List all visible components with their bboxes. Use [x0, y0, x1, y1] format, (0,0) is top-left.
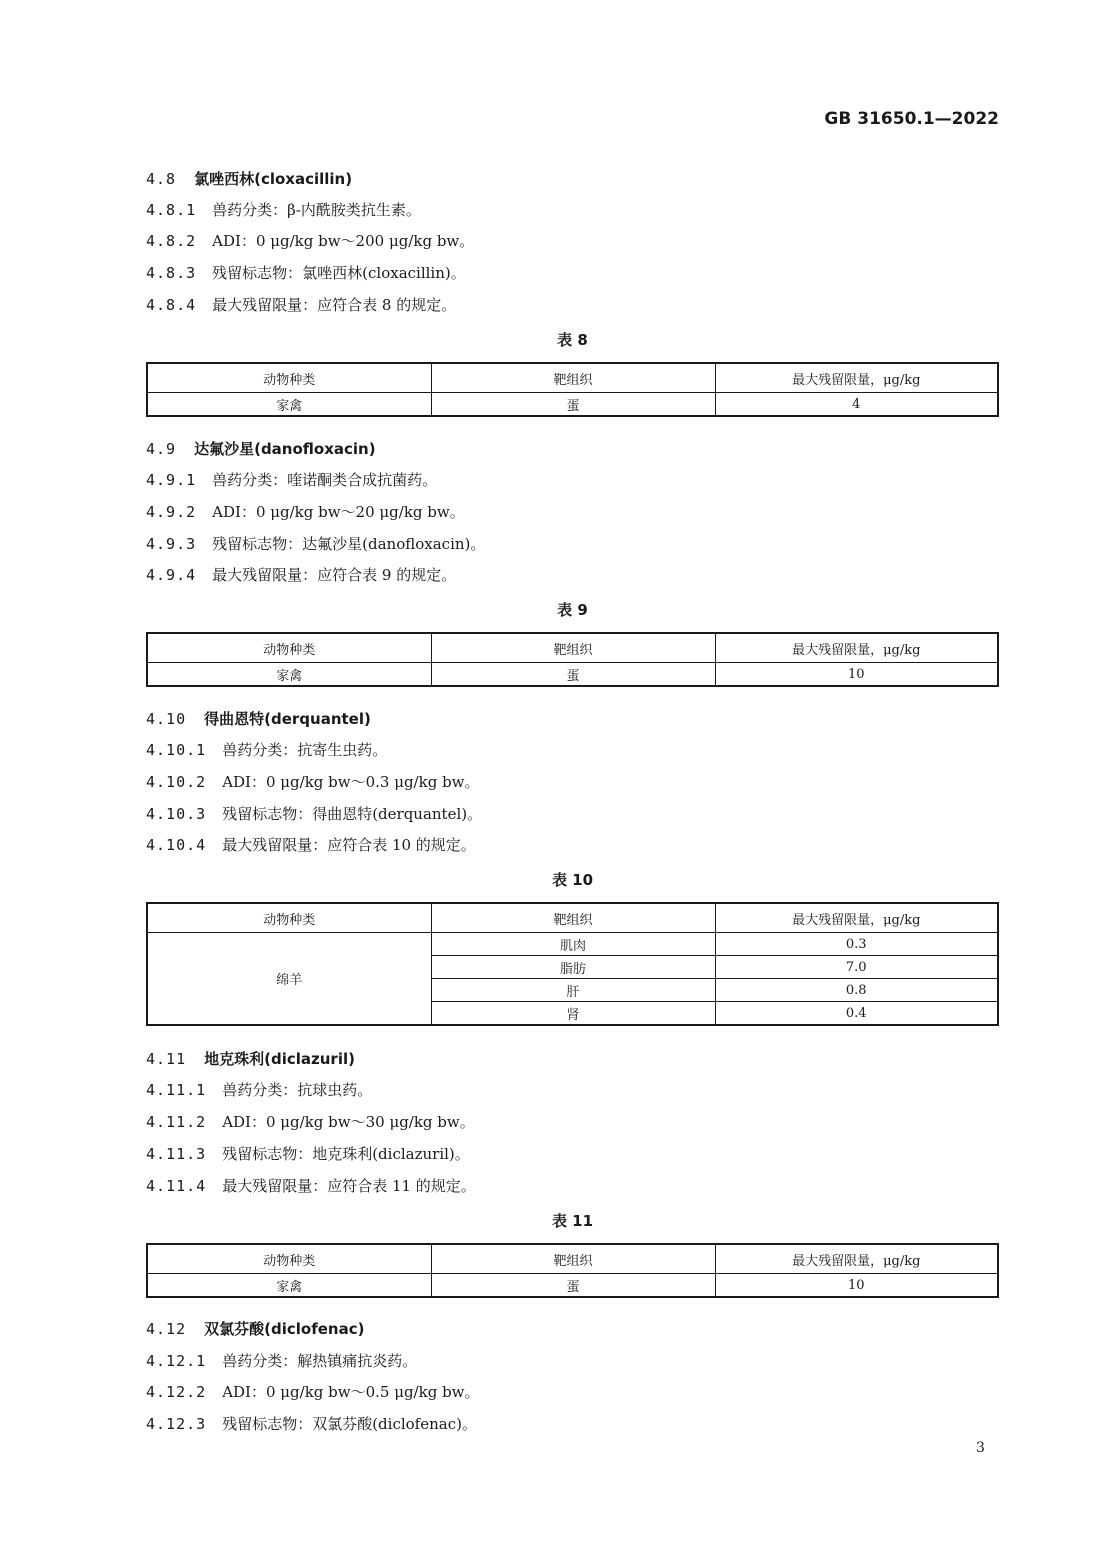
header-cell: 最大残留限量，μg/kg: [715, 903, 998, 933]
animal-cell: 绵羊: [147, 933, 431, 1026]
tissue-cell: 蛋: [431, 663, 715, 687]
section-title: 得曲恩特(derquantel): [204, 710, 371, 728]
clause-text: 残留标志物：地克珠利(diclazuril)。: [222, 1145, 470, 1163]
clause-text: ADI：0 μg/kg bw～200 μg/kg bw。: [212, 232, 475, 250]
clause-number: 4.11.2: [146, 1113, 207, 1131]
clause-number: 4.10.1: [146, 741, 207, 759]
table-header-row: [147, 633, 998, 663]
clause-text: 最大残留限量：应符合表 8 的规定。: [212, 296, 457, 314]
clause: [146, 294, 456, 315]
clause-number: 4.8.2: [146, 232, 197, 250]
mrl-table: [146, 632, 999, 687]
section-title: 双氯芬酸(diclofenac): [204, 1320, 365, 1338]
value-cell: 0.8: [715, 979, 998, 1002]
table-row: [147, 393, 998, 417]
header-cell: 动物种类: [147, 1244, 431, 1274]
clause: [146, 1143, 470, 1164]
clause-text: 兽药分类：抗球虫药。: [222, 1081, 373, 1099]
clause-number: 4.10.2: [146, 773, 207, 791]
table-header-row: [147, 1244, 998, 1274]
header-cell: 靶组织: [431, 903, 715, 933]
clause: [146, 262, 466, 283]
clause-number: 4.11.4: [146, 1177, 207, 1195]
clause-text: ADI：0 μg/kg bw～0.5 μg/kg bw。: [222, 1383, 480, 1401]
header-cell: 靶组织: [431, 633, 715, 663]
clause-text: 兽药分类：喹诺酮类合成抗菌药。: [212, 471, 438, 489]
value-cell: 10: [715, 663, 998, 687]
clause: [146, 803, 482, 824]
clause-text: 最大残留限量：应符合表 9 的规定。: [212, 566, 457, 584]
table-caption: 表 9: [557, 601, 588, 619]
tissue-cell: 蛋: [431, 393, 715, 417]
clause-text: ADI：0 μg/kg bw～20 μg/kg bw。: [212, 503, 465, 521]
header-cell: 最大残留限量，μg/kg: [715, 363, 998, 393]
mrl-table: [146, 902, 999, 1026]
clause-number: 4.8.1: [146, 201, 197, 219]
section-number: 4.10: [146, 710, 187, 728]
clause-number: 4.9.1: [146, 471, 197, 489]
header-cell: 靶组织: [431, 1244, 715, 1274]
clause-text: 残留标志物：达氟沙星(danofloxacin)。: [212, 535, 486, 553]
clause-number: 4.11.3: [146, 1145, 207, 1163]
clause-number: 4.10.3: [146, 805, 207, 823]
clause-number: 4.8.3: [146, 264, 197, 282]
mrl-table: [146, 1243, 999, 1298]
section-title: 氯唑西林(cloxacillin): [194, 170, 353, 188]
header-cell: 最大残留限量，μg/kg: [715, 1244, 998, 1274]
clause-number: 4.12.3: [146, 1415, 207, 1433]
table-caption: 表 10: [551, 871, 594, 889]
clause: [146, 771, 480, 792]
value-cell: 0.4: [715, 1002, 998, 1026]
tissue-cell: 肌肉: [431, 933, 715, 956]
clause-text: ADI：0 μg/kg bw～30 μg/kg bw。: [222, 1113, 475, 1131]
clause-text: 残留标志物：双氯芬酸(diclofenac)。: [222, 1415, 477, 1433]
clause-text: ADI：0 μg/kg bw～0.3 μg/kg bw。: [222, 773, 480, 791]
clause-number: 4.12.2: [146, 1383, 207, 1401]
clause-number: 4.9.4: [146, 566, 197, 584]
clause-number: 4.12.1: [146, 1352, 207, 1370]
table-row: [147, 1274, 998, 1298]
clause-text: 残留标志物：氯唑西林(cloxacillin)。: [212, 264, 466, 282]
header-cell: 动物种类: [147, 903, 431, 933]
clause-text: 兽药分类：β-内酰胺类抗生素。: [212, 201, 421, 219]
table-row: [147, 663, 998, 687]
table-header-row: [147, 903, 998, 933]
clause: [146, 1175, 476, 1196]
clause-number: 4.10.4: [146, 836, 207, 854]
tissue-cell: 脂肪: [431, 956, 715, 979]
clause: [146, 501, 465, 522]
clause-number: 4.9.3: [146, 535, 197, 553]
clause: [146, 469, 437, 490]
header-cell: 动物种类: [147, 633, 431, 663]
section-heading: [146, 1048, 355, 1069]
clause: [146, 1413, 477, 1434]
standard-number: GB 31650.1—2022: [824, 109, 999, 129]
value-cell: 10: [715, 1274, 998, 1298]
table-row: [147, 933, 998, 956]
header-cell: 动物种类: [147, 363, 431, 393]
clause-text: 兽药分类：抗寄生虫药。: [222, 741, 388, 759]
clause-number: 4.8.4: [146, 296, 197, 314]
section-heading: [146, 438, 376, 459]
clause: [146, 230, 474, 251]
value-cell: 4: [715, 393, 998, 417]
table-caption: 表 11: [551, 1212, 594, 1230]
value-cell: 0.3: [715, 933, 998, 956]
animal-cell: 家禽: [147, 1274, 431, 1298]
clause-text: 兽药分类：解热镇痛抗炎药。: [222, 1352, 418, 1370]
clause-number: 4.11.1: [146, 1081, 207, 1099]
header-cell: 靶组织: [431, 363, 715, 393]
clause: [146, 834, 476, 855]
tissue-cell: 蛋: [431, 1274, 715, 1298]
clause: [146, 199, 421, 220]
section-number: 4.8: [146, 170, 177, 188]
animal-cell: 家禽: [147, 663, 431, 687]
section-heading: [146, 168, 352, 189]
section-heading: [146, 1318, 364, 1339]
clause: [146, 1111, 475, 1132]
clause-number: 4.9.2: [146, 503, 197, 521]
section-title: 达氟沙星(danofloxacin): [194, 440, 376, 458]
clause: [146, 739, 387, 760]
section-number: 4.11: [146, 1050, 187, 1068]
section-number: 4.12: [146, 1320, 187, 1338]
clause: [146, 1350, 417, 1371]
animal-cell: 家禽: [147, 393, 431, 417]
clause: [146, 564, 456, 585]
page-number: 3: [976, 1440, 985, 1456]
section-heading: [146, 708, 371, 729]
table-caption: 表 8: [557, 331, 588, 349]
value-cell: 7.0: [715, 956, 998, 979]
section-title: 地克珠利(diclazuril): [204, 1050, 355, 1068]
tissue-cell: 肝: [431, 979, 715, 1002]
clause: [146, 1079, 372, 1100]
section-number: 4.9: [146, 440, 177, 458]
clause-text: 最大残留限量：应符合表 10 的规定。: [222, 836, 476, 854]
table-header-row: [147, 363, 998, 393]
clause: [146, 1381, 480, 1402]
mrl-table: [146, 362, 999, 417]
clause-text: 最大残留限量：应符合表 11 的规定。: [222, 1177, 476, 1195]
header-cell: 最大残留限量，μg/kg: [715, 633, 998, 663]
clause: [146, 533, 485, 554]
tissue-cell: 肾: [431, 1002, 715, 1026]
clause-text: 残留标志物：得曲恩特(derquantel)。: [222, 805, 483, 823]
